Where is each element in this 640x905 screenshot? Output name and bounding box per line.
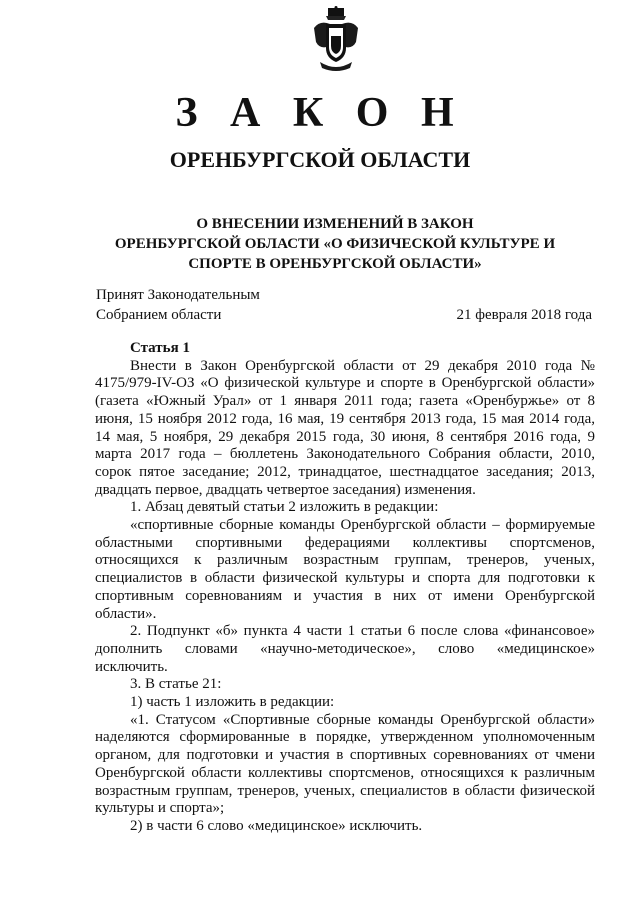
paragraph-3: 3. В статье 21:: [130, 676, 222, 693]
paragraph-3-1: 1) часть 1 изложить в редакции:: [130, 694, 335, 711]
adoption-line: Принят Законодательным: [96, 287, 260, 303]
adoption-date: 21 февраля 2018 года: [456, 307, 592, 323]
article-intro: Внести в Закон Оренбургской области от 29 декабря 2010 года № 4175/979-IV-ОЗ «О физической культуре и спорте в Оренбургской области» (газета «Южный Урал» от 1 января 2011 года; газета «Оренбуржье» от 8 июня, 15 ноября 2012 года, 16 мая, 19 сентября 2013 года, 15 мая 2014 года, 14 мая, 5 ноября, 29 декабря 2015 года, 30 июня, 8 сентября 2016 года, 9 марта 2017 года – бюллетень Законодательного Собрания области, 2010, сорок пятое заседание; 2012, тринадцатое, шестнадцатое заседания; 2013, двадцать первое, двадцать четвертое заседания) изменения.: [95, 357, 595, 498]
article-title: Статья 1: [130, 340, 190, 356]
paragraph-2: 2. Подпункт «б» пункта 4 части 1 статьи 6 после слова «финансовое» дополнить словами «научно-методическое», слово «медицинское» исключить.: [95, 623, 595, 675]
paragraph-1-quote: «спортивные сборные команды Оренбургской области – формируемые областными спортивными федерациями коллективы спортсменов, относящихся к различным возрастным группам, тренеров, ученых, специалистов в области физической культуры и спорта для подготовки к спортивным соревнованиям и участия в них от имени Оренбургской области».: [95, 517, 595, 622]
document-title: З А К О Н: [175, 90, 465, 136]
paragraph-3-1-quote: «1. Статусом «Спортивные сборные команды Оренбургской области» наделяются сформированные в порядке, утвержденном уполномоченным органом, для подготовки и участия в спортивных соревнованиях от чмени Оренбургской области коллективы спортсменов, относящихся к различным возрастным группам, тренеров, ученых, специалистов в области физической культуры и спорта»;: [95, 711, 595, 817]
adoption-line: Собранием области: [96, 307, 222, 323]
coat-of-arms-icon: [312, 6, 360, 72]
subject-line: О ВНЕСЕНИИ ИЗМЕНЕНИЙ В ЗАКОН: [196, 216, 474, 232]
law-subject: [110, 214, 560, 274]
paragraph-3-2: 2) в части 6 слово «медицинское» исключить.: [130, 817, 423, 834]
article-body: [95, 340, 595, 836]
adoption-body: [96, 285, 260, 325]
subject-line: СПОРТЕ В ОРЕНБУРГСКОЙ ОБЛАСТИ»: [188, 256, 482, 272]
region-title: ОРЕНБУРГСКОЙ ОБЛАСТИ: [169, 147, 471, 172]
paragraph-1: 1. Абзац девятый статьи 2 изложить в редакции:: [130, 499, 439, 516]
subject-line: ОРЕНБУРГСКОЙ ОБЛАСТИ «О ФИЗИЧЕСКОЙ КУЛЬТУРЕ И: [114, 236, 556, 252]
